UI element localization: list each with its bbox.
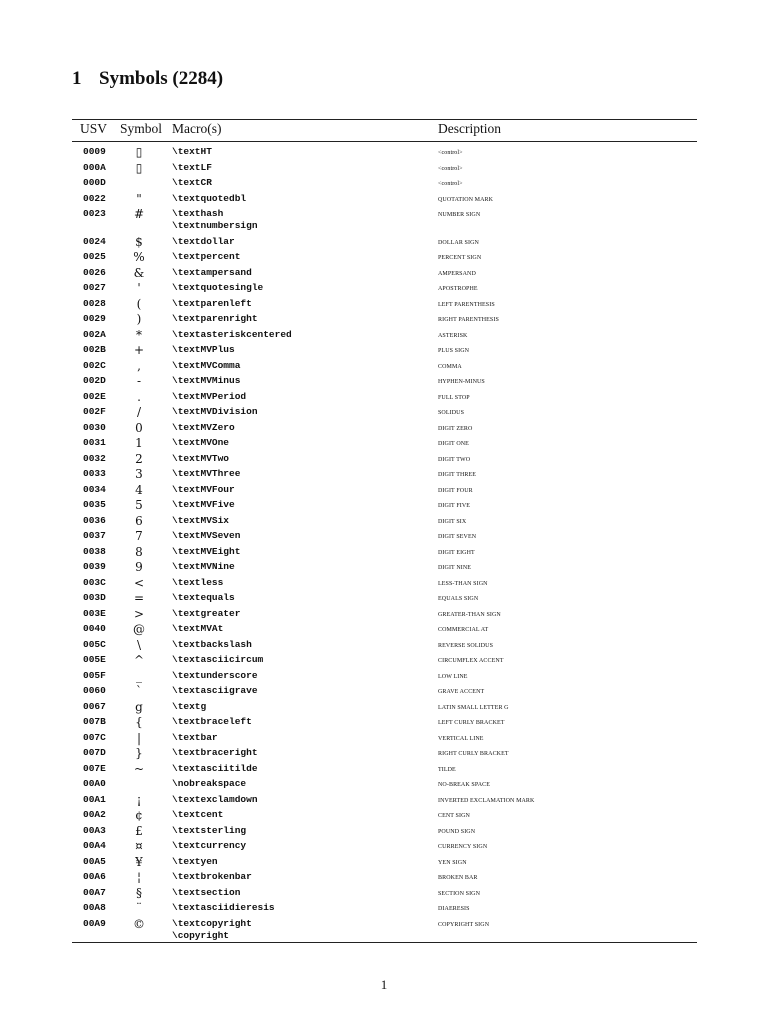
usv-code: 0024 — [83, 235, 106, 247]
symbol-glyph: 1 — [135, 436, 143, 450]
symbol-glyph: ( — [136, 296, 142, 311]
description-text: GREATER-THAN SIGN — [438, 611, 501, 618]
macro-list — [172, 313, 258, 325]
usv-code: 0034 — [83, 483, 106, 495]
usv-code: 0038 — [83, 545, 106, 557]
macro-list — [172, 840, 246, 852]
usv-code: 0022 — [83, 192, 106, 204]
description-text: PLUS SIGN — [438, 348, 470, 354]
description-text: DIGIT ZERO — [438, 425, 473, 432]
macro-list — [172, 146, 212, 158]
description-text: RIGHT PARENTHESIS — [438, 317, 499, 323]
table-header-rule — [72, 141, 697, 142]
usv-code: 0031 — [83, 437, 106, 448]
usv-code: 00A2 — [83, 809, 106, 820]
macro-name: \textbar — [172, 731, 218, 743]
symbol-glyph: ▯ — [135, 160, 143, 175]
description-text: DIGIT SIX — [438, 518, 467, 525]
macro-list — [172, 871, 252, 883]
description-text: NUMBER SIGN — [438, 212, 481, 218]
macro-name: \textasciidieresis — [172, 902, 275, 913]
description-text: DIGIT TWO — [438, 456, 471, 463]
symbol-glyph: ^ — [133, 653, 145, 667]
symbol-glyph: 9 — [135, 560, 143, 574]
macro-list — [172, 515, 229, 527]
macro-name: \texthash — [172, 208, 224, 219]
usv-code: 002C — [83, 359, 106, 371]
usv-code: 003C — [83, 576, 106, 588]
usv-code: 0029 — [83, 313, 106, 324]
usv-code: 005F — [83, 669, 106, 681]
macro-name: \textampersand — [172, 266, 252, 278]
symbol-glyph: < — [133, 575, 145, 590]
usv-code: 0067 — [83, 700, 106, 712]
macro-list — [172, 468, 240, 480]
macro-list — [172, 208, 258, 232]
symbol-glyph: © — [133, 916, 145, 931]
macro-list — [172, 887, 240, 899]
macro-list — [172, 329, 292, 341]
macro-list — [172, 267, 252, 279]
symbol-glyph: 0 — [135, 420, 143, 435]
usv-code: 0060 — [83, 685, 106, 696]
macro-name: \textcopyright — [172, 917, 252, 929]
description-text: INVERTED EXCLAMATION MARK — [438, 797, 535, 804]
symbol-glyph: 2 — [135, 451, 143, 466]
macro-list — [172, 406, 258, 418]
description-text: DIAERESIS — [438, 906, 470, 912]
macro-name: \textHT — [172, 146, 212, 157]
symbol-glyph: £ — [135, 823, 143, 838]
description-text: <control> — [438, 150, 463, 156]
macro-list — [172, 561, 235, 573]
table-bottom-rule — [72, 942, 697, 943]
usv-code: 002E — [83, 390, 106, 402]
macro-name: \textparenleft — [172, 297, 252, 309]
usv-code: 000D — [83, 177, 106, 188]
macro-name: \textMVTwo — [172, 452, 230, 464]
symbol-glyph: / — [136, 405, 142, 419]
usv-code: 00A4 — [83, 840, 106, 851]
macro-list — [172, 701, 206, 713]
description-text: APOSTROPHE — [438, 286, 478, 292]
usv-code: 005C — [83, 638, 106, 650]
macro-name: \textMVPeriod — [172, 390, 247, 402]
symbol-glyph: { — [135, 715, 143, 729]
symbol-glyph: ~ — [133, 761, 145, 776]
column-header-symbol: Symbol — [120, 121, 163, 136]
macro-list — [172, 809, 223, 821]
description-text: LEFT PARENTHESIS — [438, 301, 495, 308]
macro-list — [172, 778, 246, 790]
macro-list — [172, 747, 258, 759]
usv-code: 00A9 — [83, 917, 106, 929]
macro-name: \textsterling — [172, 824, 247, 836]
macro-list — [172, 484, 235, 496]
macro-list — [172, 639, 252, 651]
macro-list — [172, 577, 223, 589]
section-heading — [72, 68, 223, 90]
symbol-glyph: + — [133, 343, 145, 357]
usv-code: 0037 — [83, 530, 106, 541]
macro-list — [172, 437, 229, 449]
macro-list — [172, 499, 235, 511]
description-text: DIGIT THREE — [438, 472, 477, 478]
symbol-glyph: \ — [136, 637, 142, 652]
usv-code: 007B — [83, 716, 106, 727]
macro-name: \textunderscore — [172, 669, 258, 681]
symbol-glyph: ) — [136, 312, 142, 326]
usv-code: 0040 — [83, 623, 106, 634]
usv-code: 002D — [83, 375, 106, 386]
symbol-glyph: g — [135, 699, 143, 714]
description-text: DIGIT EIGHT — [438, 549, 475, 556]
macro-list — [172, 825, 246, 837]
usv-code: 0035 — [83, 499, 106, 510]
description-text: REVERSE SOLIDUS — [438, 642, 494, 649]
description-text: COMMA — [438, 363, 462, 370]
description-text: POUND SIGN — [438, 828, 476, 835]
macro-name: \textquotedbl — [172, 192, 247, 204]
macro-name: \textbrokenbar — [172, 871, 252, 882]
table-top-rule — [72, 119, 697, 120]
symbol-glyph: " — [136, 191, 142, 206]
description-text: VERTICAL LINE — [438, 735, 484, 742]
usv-code: 002A — [83, 328, 106, 340]
macro-name: \textMVFour — [172, 483, 235, 495]
symbol-glyph: , — [137, 358, 141, 373]
macro-list — [172, 716, 252, 728]
symbol-glyph: ¢ — [135, 808, 143, 822]
usv-code: 0033 — [83, 468, 106, 479]
symbol-glyph: $ — [135, 234, 143, 249]
macro-list — [172, 360, 240, 372]
description-text: LOW LINE — [438, 673, 468, 680]
description-text: AMPERSAND — [438, 270, 476, 277]
macro-name: \textMVThree — [172, 468, 241, 479]
symbol-glyph: > — [133, 606, 145, 621]
symbol-glyph: - — [136, 374, 142, 388]
description-text: CENT SIGN — [438, 813, 470, 819]
usv-code: 0026 — [83, 266, 106, 278]
description-text: HYPHEN-MINUS — [438, 379, 485, 385]
symbol-glyph: § — [136, 885, 142, 900]
description-text: DIGIT NINE — [438, 565, 472, 571]
symbol-glyph: . — [137, 389, 141, 404]
macro-name: \textdollar — [172, 235, 235, 247]
usv-code: 00A1 — [83, 793, 106, 805]
usv-code: 00A7 — [83, 886, 106, 898]
macro-name: \textMVOne — [172, 437, 230, 448]
symbol-glyph: 5 — [135, 498, 143, 512]
symbol-glyph: % — [133, 250, 145, 264]
symbol-glyph: ¥ — [135, 854, 143, 869]
macro-name: \textasteriskcentered — [172, 328, 292, 340]
usv-code: 0032 — [83, 452, 106, 464]
page-number: 1 — [380, 977, 388, 992]
usv-code: 002F — [83, 406, 106, 417]
macro-name: \textexclamdown — [172, 793, 258, 805]
usv-code: 0028 — [83, 297, 106, 309]
macro-list — [172, 654, 263, 666]
macro-list — [172, 375, 240, 387]
macro-name: \textasciigrave — [172, 685, 258, 696]
macro-list — [172, 391, 246, 403]
usv-code: 005E — [83, 654, 106, 665]
macro-list — [172, 546, 240, 558]
usv-code: 00A8 — [83, 902, 106, 913]
macro-list — [172, 422, 235, 434]
symbol-glyph: ¨ — [136, 901, 142, 915]
macro-list — [172, 298, 252, 310]
description-text: DIGIT FOUR — [438, 487, 473, 494]
column-header-description: Description — [438, 121, 501, 136]
usv-code: 0009 — [83, 146, 106, 157]
macro-name: \textless — [172, 576, 224, 588]
section-title: Symbols (2284) — [99, 68, 224, 89]
macro-name: \textLF — [172, 161, 212, 173]
usv-code: 002B — [83, 344, 106, 355]
symbol-glyph: } — [135, 746, 143, 760]
macro-name: \textasciicircum — [172, 654, 264, 665]
macro-name: \textMVSix — [172, 514, 230, 526]
description-text: SOLIDUS — [438, 410, 465, 416]
description-text: COMMERCIAL AT — [438, 627, 489, 633]
symbol-glyph: 7 — [135, 529, 143, 543]
macro-name: \textMVMinus — [172, 375, 241, 386]
macro-name: \textnumbersign — [172, 220, 258, 231]
macro-name: \textMVFive — [172, 499, 235, 510]
usv-code: 000A — [83, 161, 106, 173]
symbol-glyph: ¦ — [136, 870, 142, 884]
macro-list — [172, 344, 235, 356]
usv-code: 0023 — [83, 208, 106, 219]
usv-code: 007D — [83, 747, 106, 758]
macro-name: \textpercent — [172, 251, 241, 262]
macro-name: \textMVZero — [172, 421, 235, 433]
macro-list — [172, 794, 258, 806]
column-header-macros: Macro(s) — [172, 121, 222, 136]
symbol-glyph: = — [133, 591, 145, 605]
symbol-glyph: @ — [133, 622, 145, 636]
usv-code: 0027 — [83, 282, 106, 293]
macro-name: \textMVComma — [172, 359, 241, 371]
description-text: BROKEN BAR — [438, 875, 478, 881]
description-text: NO-BREAK SPACE — [438, 782, 491, 788]
description-text: RIGHT CURLY BRACKET — [438, 751, 509, 757]
macro-name: \textcurrency — [172, 840, 247, 851]
macro-list — [172, 608, 240, 620]
macro-name: \textyen — [172, 855, 218, 867]
macro-name: \textbraceright — [172, 747, 258, 758]
macro-list — [172, 592, 235, 604]
macro-name: \textMVPlus — [172, 344, 235, 355]
usv-code: 00A0 — [83, 778, 106, 789]
macro-list — [172, 763, 258, 775]
usv-code: 007C — [83, 731, 106, 743]
description-text: CURRENCY SIGN — [438, 844, 488, 850]
symbol-glyph: # — [133, 207, 145, 221]
description-text: QUOTATION MARK — [438, 196, 494, 203]
symbol-glyph: & — [133, 265, 145, 280]
macro-name: \textbraceleft — [172, 716, 252, 727]
macro-list — [172, 282, 263, 294]
symbol-glyph: 4 — [135, 482, 143, 497]
usv-code: 007E — [83, 762, 106, 774]
macro-name: \nobreakspace — [172, 778, 247, 789]
symbol-glyph: ¤ — [135, 839, 143, 853]
description-text: YEN SIGN — [438, 859, 467, 866]
macro-list — [172, 453, 229, 465]
macro-name: \textparenright — [172, 313, 258, 324]
usv-code: 0030 — [83, 421, 106, 433]
macro-name: \textgreater — [172, 607, 241, 619]
usv-code: 003D — [83, 592, 106, 603]
macro-name: \textMVEight — [172, 545, 241, 557]
symbol-glyph: * — [136, 327, 142, 342]
macro-name: \textcent — [172, 809, 224, 820]
description-text: FULL STOP — [438, 394, 470, 401]
macro-list — [172, 623, 223, 635]
macro-name: \textasciitilde — [172, 762, 258, 774]
usv-code: 0036 — [83, 514, 106, 526]
macro-list — [172, 918, 252, 942]
macro-list — [172, 177, 212, 189]
macro-list — [172, 685, 258, 697]
macro-list — [172, 902, 275, 914]
macro-list — [172, 670, 258, 682]
description-text: <control> — [438, 165, 463, 172]
macro-name: \textMVDivision — [172, 406, 258, 417]
description-text: DIGIT FIVE — [438, 503, 471, 509]
usv-code: 00A5 — [83, 855, 106, 867]
macro-name: \copyright — [172, 929, 230, 941]
macro-list — [172, 530, 240, 542]
macro-name: \textquotesingle — [172, 282, 264, 293]
symbol-glyph: ¡ — [136, 792, 142, 807]
macro-name: \textequals — [172, 592, 235, 603]
usv-code: 0025 — [83, 251, 106, 262]
macro-name: \textCR — [172, 177, 212, 188]
macro-name: \textg — [172, 700, 207, 712]
macro-list — [172, 193, 246, 205]
usv-code: 0039 — [83, 561, 106, 572]
symbol-glyph: 3 — [135, 467, 143, 481]
macro-list — [172, 732, 218, 744]
macro-list — [172, 856, 218, 868]
description-text: <control> — [438, 181, 463, 187]
symbol-glyph: ▯ — [135, 145, 143, 159]
macro-name: \textMVSeven — [172, 530, 241, 541]
description-text: DIGIT ONE — [438, 441, 469, 447]
description-text: LESS-THAN SIGN — [438, 580, 488, 587]
symbol-glyph: _ — [136, 668, 142, 683]
description-text: EQUALS SIGN — [438, 596, 479, 602]
description-text: COPYRIGHT SIGN — [438, 921, 490, 928]
symbol-glyph: 6 — [135, 513, 143, 528]
symbol-glyph: ' — [137, 281, 141, 295]
macro-name: \textbackslash — [172, 638, 252, 650]
description-text: LATIN SMALL LETTER G — [438, 704, 509, 711]
description-text: TILDE — [438, 766, 456, 773]
macro-list — [172, 251, 240, 263]
macro-name: \textMVAt — [172, 623, 224, 634]
description-text: ASTERISK — [438, 332, 468, 339]
description-text: PERCENT SIGN — [438, 255, 482, 261]
usv-code: 00A6 — [83, 871, 106, 882]
description-text: DIGIT SEVEN — [438, 534, 477, 540]
column-header-usv: USV — [80, 121, 108, 136]
macro-list — [172, 236, 235, 248]
macro-name: \textsection — [172, 886, 241, 898]
symbol-glyph: ` — [136, 684, 142, 698]
section-number: 1 — [72, 68, 82, 89]
symbol-glyph: 8 — [135, 544, 143, 559]
macro-list — [172, 162, 212, 174]
description-text: GRAVE ACCENT — [438, 689, 485, 695]
macro-name: \textMVNine — [172, 561, 235, 572]
description-text: CIRCUMFLEX ACCENT — [438, 658, 504, 664]
symbol-glyph: | — [136, 730, 142, 745]
usv-code: 003E — [83, 607, 106, 619]
description-text: SECTION SIGN — [438, 890, 481, 897]
description-text: LEFT CURLY BRACKET — [438, 720, 505, 726]
usv-code: 00A3 — [83, 824, 106, 836]
description-text: DOLLAR SIGN — [438, 239, 479, 246]
